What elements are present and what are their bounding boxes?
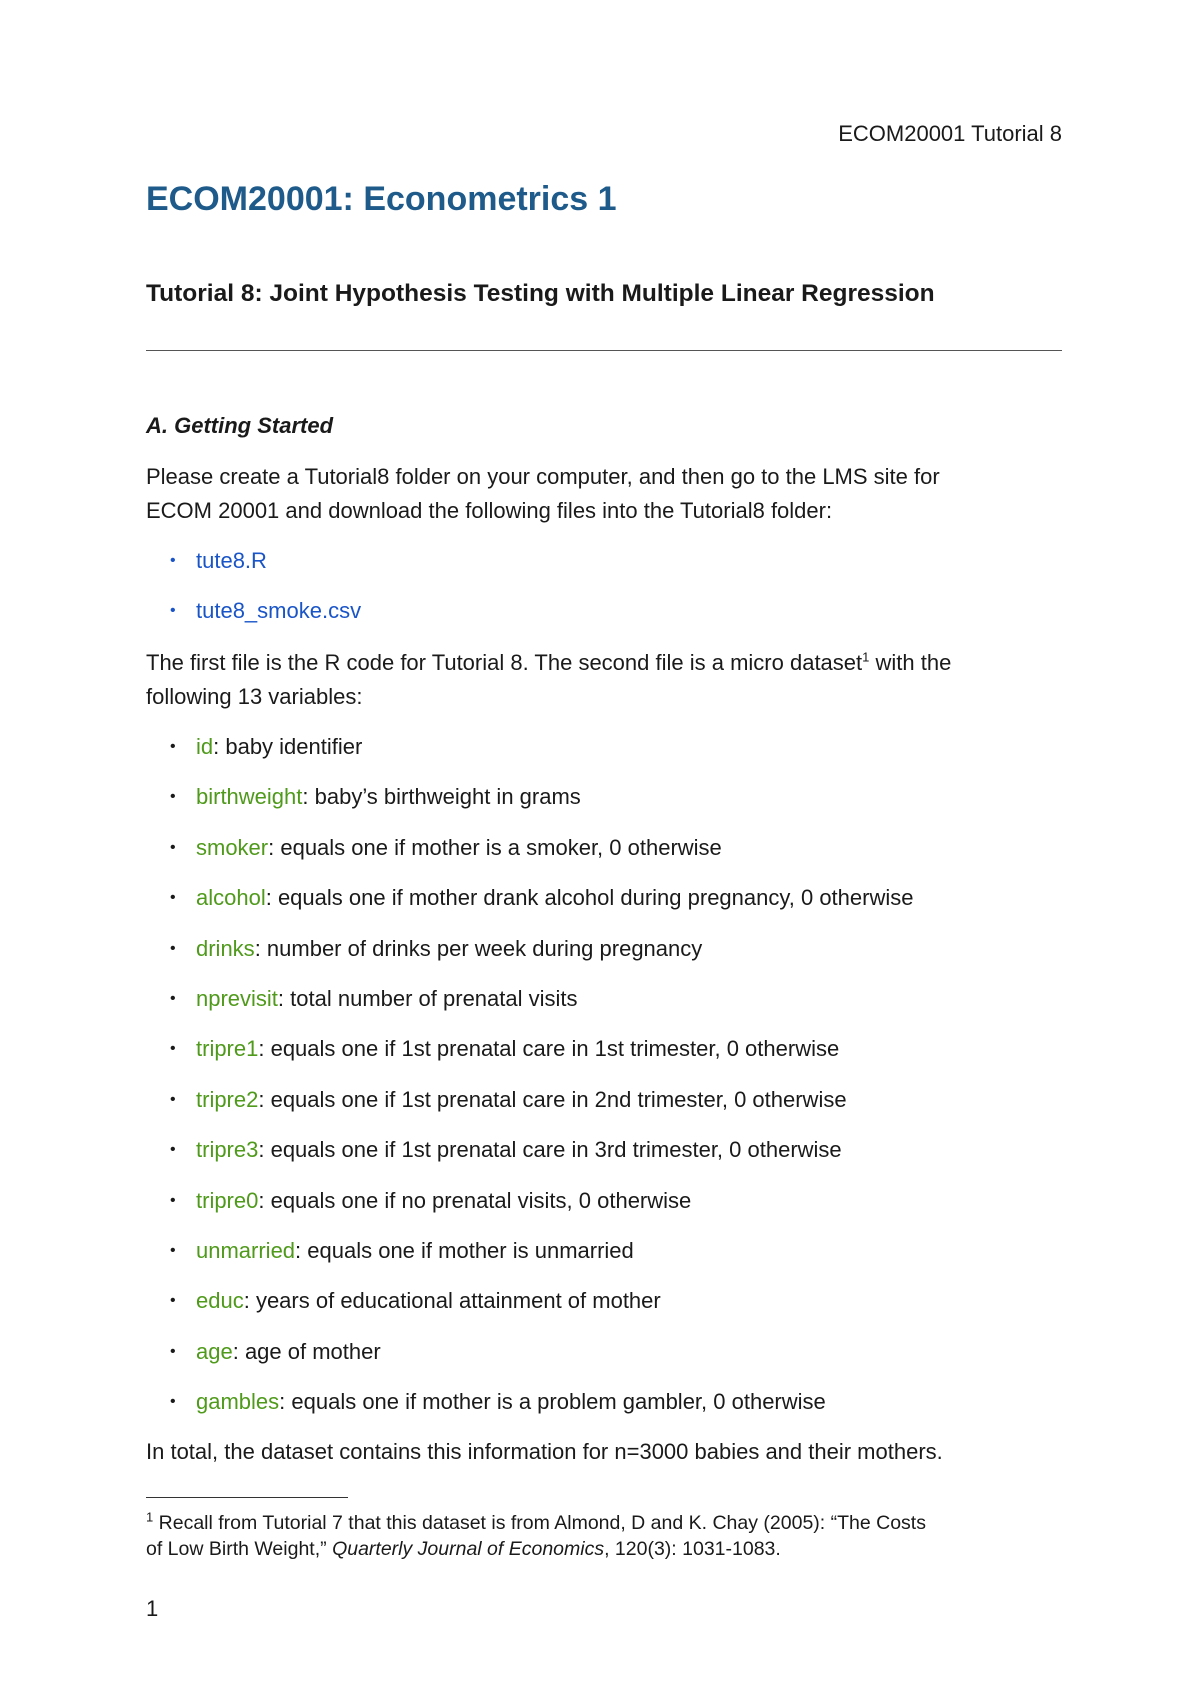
bullet-icon: • [170,838,176,856]
variable-name: birthweight [196,784,303,810]
section-heading: A. Getting Started [146,413,334,438]
intro-line: ECOM 20001 and download the following files into the Tutorial8 folder: [146,498,833,523]
bullet-icon: • [170,1040,176,1058]
variable-item [146,780,1062,830]
document-subtitle: Tutorial 8: Joint Hypothesis Testing with Multiple Linear Regression [146,280,935,307]
footnote-reference[interactable]: 1 [862,649,870,665]
variable-description: : baby’s birthweight in grams [302,784,581,810]
variable-name: alcohol [196,885,266,911]
bullet-icon: • [170,1191,176,1209]
variable-description: : number of drinks per week during pregnancy [254,935,703,961]
footnote [146,1510,1062,1562]
bullet-icon: • [170,889,176,907]
variable-description: : equals one if 1st prenatal care in 3rd trimester, 0 otherwise [258,1137,842,1163]
variable-item [146,1032,1062,1082]
variable-name: educ [196,1288,244,1314]
variable-item [146,1184,1062,1234]
variable-name: age [196,1338,233,1364]
variable-description: : equals one if mother is a smoker, 0 otherwise [268,834,722,860]
variable-item [146,932,1062,982]
variable-item [146,982,1062,1032]
bullet-icon: • [170,1393,176,1411]
variable-item [146,1335,1062,1385]
variable-list [146,730,1062,1435]
variable-item [146,881,1062,931]
variable-item [146,730,1062,780]
variable-description: : equals one if mother is a problem gambler, 0 otherwise [279,1389,826,1415]
variable-item [146,1385,1062,1435]
dataset-line: The first file is the R code for Tutorial 8. The second file is a micro dataset [146,650,863,675]
page-number: 1 [146,1596,159,1621]
bullet-icon: • [170,1141,176,1159]
variable-description: : years of educational attainment of mother [243,1288,661,1314]
variable-name: nprevisit [196,985,278,1011]
variable-item [146,1133,1062,1183]
variable-name: id [196,734,214,759]
footnote-text: Recall from Tutorial 7 that this dataset is from Almond, D and K. Chay (2005): “The Costs [153,1512,926,1534]
bullet-icon: • [170,939,176,957]
footnote-journal: Quarterly Journal of Economics [332,1538,605,1560]
footnote-mark: 1 [146,1509,154,1525]
variable-name: tripre0 [196,1187,259,1213]
variable-name: drinks [196,935,255,961]
variable-description: : age of mother [232,1338,381,1364]
bullet-icon: • [170,1090,176,1108]
dataset-line-end: with the [869,650,952,675]
variable-item [146,1234,1062,1284]
title-divider [146,350,1062,351]
bullet-icon: • [170,788,176,806]
variable-description: : equals one if 1st prenatal care in 1st trimester, 0 otherwise [258,1036,840,1062]
total-paragraph: In total, the dataset contains this information for n=3000 babies and their mothers. [146,1439,943,1464]
file-link-tute8-smoke-csv[interactable] [146,594,1062,644]
dataset-line: following 13 variables: [146,684,363,709]
variable-description: : total number of prenatal visits [277,985,578,1011]
file-name: tute8_smoke.csv [196,598,362,624]
variable-name: tripre3 [196,1137,259,1163]
bullet-icon: • [170,1342,176,1360]
footnote-text: of Low Birth Weight,” [146,1538,333,1560]
variable-name: tripre1 [196,1036,259,1062]
bullet-icon: • [170,1241,176,1259]
variable-name: unmarried [196,1237,296,1263]
bullet-icon: • [170,1292,176,1310]
variable-name: tripre2 [196,1086,259,1112]
file-name: tute8.R [196,548,267,573]
variable-item [146,1083,1062,1133]
footnote-text: , 120(3): 1031-1083. [604,1538,781,1560]
variable-item [146,1284,1062,1334]
variable-description: : equals one if 1st prenatal care in 2nd trimester, 0 otherwise [258,1086,847,1112]
variable-description: : equals one if mother drank alcohol during pregnancy, 0 otherwise [265,885,914,911]
document-page [146,0,1062,1696]
variable-item [146,831,1062,881]
bullet-icon: • [170,989,176,1007]
variable-name: gambles [196,1389,280,1415]
file-link-tute8-r[interactable] [146,544,1062,594]
bullet-icon: • [170,738,176,755]
variable-name: smoker [196,834,269,860]
intro-paragraph [146,460,1062,528]
document-title: ECOM20001: Econometrics 1 [146,180,617,218]
intro-line: Please create a Tutorial8 folder on your computer, and then go to the LMS site for [146,464,940,489]
variable-description: : equals one if no prenatal visits, 0 otherwise [258,1187,692,1213]
running-header: ECOM20001 Tutorial 8 [838,121,1062,146]
variable-description: : equals one if mother is unmarried [295,1237,634,1263]
footnote-divider [146,1497,348,1498]
bullet-icon: • [170,602,176,620]
bullet-icon: • [170,552,176,569]
variable-description: : baby identifier [213,734,363,759]
file-list [146,544,1062,645]
dataset-paragraph [146,646,1062,714]
